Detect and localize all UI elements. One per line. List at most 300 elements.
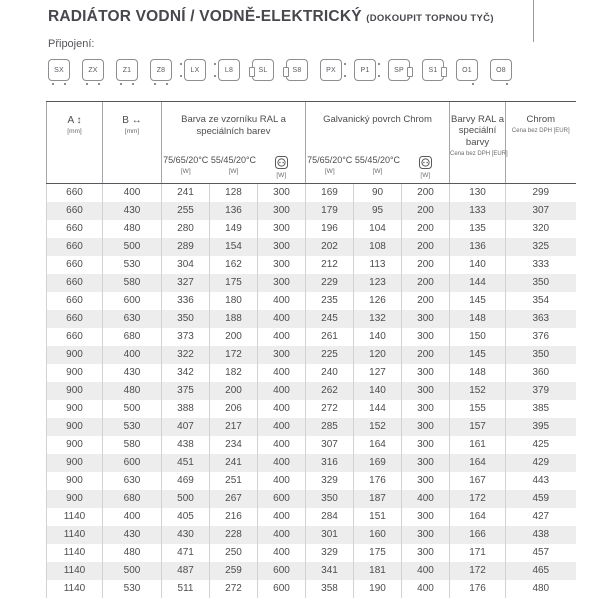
cell: 241	[162, 184, 210, 203]
cell: 300	[402, 436, 450, 454]
cell: 900	[47, 418, 103, 436]
cell: 175	[354, 544, 402, 562]
cell: 229	[306, 274, 354, 292]
cell: 429	[506, 454, 576, 472]
cell: 350	[306, 490, 354, 508]
cell: 289	[162, 238, 210, 256]
cell: 164	[450, 508, 506, 526]
cell: 400	[103, 346, 162, 364]
table-row	[47, 184, 576, 203]
cell: 358	[306, 580, 354, 598]
cell: 95	[354, 202, 402, 220]
cell: 471	[162, 544, 210, 562]
cell: 123	[354, 274, 402, 292]
connection-type-label: S8	[292, 66, 302, 74]
cell: 375	[162, 382, 210, 400]
cell: 600	[103, 454, 162, 472]
cell: 104	[354, 220, 402, 238]
cell: 300	[402, 400, 450, 418]
cell: 152	[450, 382, 506, 400]
cell: 438	[162, 436, 210, 454]
connection-type-label: S1	[428, 66, 438, 74]
page-title-main: RADIÁTOR VODNÍ / VODNĚ-ELEKTRICKÝ	[48, 8, 362, 25]
cell: 451	[162, 454, 210, 472]
cell: 200	[402, 220, 450, 238]
cell: 245	[306, 310, 354, 328]
cell: 149	[210, 220, 258, 238]
cell: 262	[306, 382, 354, 400]
cell: 400	[258, 382, 306, 400]
cell: 400	[258, 328, 306, 346]
cell: 136	[210, 202, 258, 220]
table-row	[47, 346, 576, 364]
cell: 680	[103, 490, 162, 508]
cell: 900	[47, 454, 103, 472]
cell: 172	[210, 346, 258, 364]
connection-type-s8	[286, 59, 308, 81]
cell: 660	[47, 292, 103, 310]
cell: 480	[103, 220, 162, 238]
cell: 322	[162, 346, 210, 364]
cell: 196	[306, 220, 354, 238]
connection-type-label: O1	[462, 66, 472, 74]
cell: 300	[258, 256, 306, 274]
cell: 400	[402, 580, 450, 598]
cell: 400	[258, 508, 306, 526]
page-title-suffix: (DOKOUPIT TOPNOU TYČ)	[366, 13, 494, 24]
cell: 400	[402, 562, 450, 580]
cell: 400	[258, 364, 306, 382]
group-header-chrome	[306, 102, 450, 148]
subheader-chrome-temp-low: 55/45/20°C [W]	[354, 148, 402, 184]
cell: 350	[506, 346, 576, 364]
cell: 164	[450, 454, 506, 472]
connection-type-px	[320, 59, 342, 81]
cell: 511	[162, 580, 210, 598]
cell: 240	[306, 364, 354, 382]
cell: 300	[258, 184, 306, 203]
cell: 212	[306, 256, 354, 274]
table-row	[47, 202, 576, 220]
cell: 175	[210, 274, 258, 292]
cell: 395	[506, 418, 576, 436]
cell: 200	[402, 346, 450, 364]
column-header-price-chrome	[506, 102, 576, 184]
cell: 285	[306, 418, 354, 436]
connection-type-label: P1	[360, 66, 370, 74]
connection-type-label: LX	[190, 66, 200, 74]
cell: 427	[506, 508, 576, 526]
cell: 336	[162, 292, 210, 310]
connection-type-label: O8	[496, 66, 506, 74]
cell: 300	[402, 472, 450, 490]
connection-type-l8	[218, 59, 240, 81]
cell: 500	[103, 562, 162, 580]
cell: 400	[258, 418, 306, 436]
cell: 179	[306, 202, 354, 220]
cell: 140	[354, 328, 402, 346]
electric-socket-icon	[402, 155, 450, 169]
cell: 234	[210, 436, 258, 454]
cell: 500	[162, 490, 210, 508]
cell: 255	[162, 202, 210, 220]
cell: 438	[506, 526, 576, 544]
cell: 1140	[47, 526, 103, 544]
connection-type-p1	[354, 59, 376, 81]
table-row	[47, 418, 576, 436]
cell: 148	[450, 310, 506, 328]
cell: 300	[402, 454, 450, 472]
cell: 169	[354, 454, 402, 472]
cell: 188	[210, 310, 258, 328]
cell: 630	[103, 310, 162, 328]
cell: 900	[47, 436, 103, 454]
height-label: A ↕	[67, 115, 82, 126]
table-row	[47, 220, 576, 238]
page-column-divider	[533, 0, 534, 42]
connection-type-sx	[48, 59, 70, 81]
cell: 1140	[47, 544, 103, 562]
cell: 660	[47, 274, 103, 292]
subheader-chrome-temp-high: 75/65/20°C [W]	[306, 148, 354, 184]
cell: 187	[354, 490, 402, 508]
cell: 660	[47, 220, 103, 238]
cell: 307	[306, 436, 354, 454]
table-row	[47, 490, 576, 508]
connection-type-o1	[456, 59, 478, 81]
cell: 202	[306, 238, 354, 256]
column-header-height	[47, 102, 103, 184]
cell: 307	[506, 202, 576, 220]
cell: 250	[210, 544, 258, 562]
cell: 171	[450, 544, 506, 562]
cell: 128	[210, 184, 258, 203]
cell: 300	[402, 526, 450, 544]
connection-type-lx	[184, 59, 206, 81]
cell: 660	[47, 310, 103, 328]
connection-types-row	[48, 59, 512, 81]
cell: 630	[103, 472, 162, 490]
cell: 200	[402, 292, 450, 310]
cell: 325	[506, 238, 576, 256]
connection-type-label: SP	[394, 66, 404, 74]
height-unit: [mm]	[67, 128, 82, 135]
cell: 200	[402, 184, 450, 203]
cell: 300	[402, 418, 450, 436]
cell: 140	[450, 256, 506, 274]
connection-type-label: ZX	[88, 66, 98, 74]
table-row	[47, 508, 576, 526]
cell: 272	[210, 580, 258, 598]
cell: 241	[210, 454, 258, 472]
cell: 1140	[47, 562, 103, 580]
cell: 660	[47, 328, 103, 346]
cell: 400	[103, 184, 162, 203]
cell: 144	[354, 400, 402, 418]
cell: 580	[103, 274, 162, 292]
cell: 600	[103, 292, 162, 310]
cell: 300	[402, 508, 450, 526]
cell: 304	[162, 256, 210, 274]
connection-type-label: Z1	[122, 66, 132, 74]
cell: 329	[306, 544, 354, 562]
table-row	[47, 580, 576, 598]
cell: 225	[306, 346, 354, 364]
cell: 154	[210, 238, 258, 256]
table-row	[47, 472, 576, 490]
cell: 400	[258, 436, 306, 454]
cell: 900	[47, 382, 103, 400]
cell: 300	[258, 346, 306, 364]
table-row	[47, 400, 576, 418]
cell: 145	[450, 346, 506, 364]
cell: 200	[210, 328, 258, 346]
cell: 407	[162, 418, 210, 436]
cell: 1140	[47, 580, 103, 598]
cell: 680	[103, 328, 162, 346]
cell: 300	[402, 382, 450, 400]
cell: 180	[210, 292, 258, 310]
cell: 301	[306, 526, 354, 544]
price-chrome-subtitle: Cena bez DPH [EUR]	[511, 128, 570, 135]
table-row	[47, 256, 576, 274]
cell: 90	[354, 184, 402, 203]
cell: 900	[47, 400, 103, 418]
cell: 200	[402, 256, 450, 274]
subheader-chrome-electric: [W]	[402, 148, 450, 184]
table-row	[47, 544, 576, 562]
connection-type-z8	[150, 59, 172, 81]
cell: 160	[354, 526, 402, 544]
cell: 126	[354, 292, 402, 310]
price-ral-subtitle: Cena bez DPH [EUR]	[450, 151, 508, 158]
cell: 465	[506, 562, 576, 580]
cell: 405	[162, 508, 210, 526]
cell: 300	[402, 328, 450, 346]
cell: 400	[258, 544, 306, 562]
cell: 500	[103, 238, 162, 256]
cell: 176	[450, 580, 506, 598]
cell: 133	[450, 202, 506, 220]
cell: 400	[103, 508, 162, 526]
electric-socket-icon	[258, 155, 306, 169]
cell: 600	[258, 580, 306, 598]
cell: 342	[162, 364, 210, 382]
cell: 530	[103, 580, 162, 598]
cell: 300	[258, 274, 306, 292]
cell: 430	[162, 526, 210, 544]
cell: 350	[162, 310, 210, 328]
group-ral-title: Barva ze vzorníku RAL a speciálních barev	[181, 114, 286, 138]
cell: 190	[354, 580, 402, 598]
price-ral-title: Barvy RAL a speciální barvy	[451, 114, 505, 148]
cell: 400	[258, 472, 306, 490]
width-unit: [mm]	[124, 128, 140, 135]
cell: 333	[506, 256, 576, 274]
cell: 200	[402, 238, 450, 256]
cell: 206	[210, 400, 258, 418]
cell: 144	[450, 274, 506, 292]
cell: 217	[210, 418, 258, 436]
cell: 400	[258, 292, 306, 310]
radiator-spec-table	[46, 101, 576, 598]
cell: 127	[354, 364, 402, 382]
cell: 150	[450, 328, 506, 346]
cell: 272	[306, 400, 354, 418]
cell: 130	[450, 184, 506, 203]
connection-type-label: SL	[258, 66, 268, 74]
cell: 430	[103, 364, 162, 382]
table-row	[47, 562, 576, 580]
connection-type-sl	[252, 59, 274, 81]
cell: 164	[354, 436, 402, 454]
cell: 350	[506, 274, 576, 292]
page-title	[48, 8, 494, 26]
cell: 469	[162, 472, 210, 490]
cell: 228	[210, 526, 258, 544]
cell: 363	[506, 310, 576, 328]
cell: 172	[450, 562, 506, 580]
table-row	[47, 292, 576, 310]
cell: 259	[210, 562, 258, 580]
cell: 660	[47, 238, 103, 256]
connection-type-label: L8	[224, 66, 234, 74]
cell: 280	[162, 220, 210, 238]
cell: 169	[306, 184, 354, 203]
cell: 487	[162, 562, 210, 580]
table-row	[47, 526, 576, 544]
connection-type-o8	[490, 59, 512, 81]
cell: 400	[258, 400, 306, 418]
cell: 166	[450, 526, 506, 544]
table-row	[47, 328, 576, 346]
connection-type-sp	[388, 59, 410, 81]
cell: 182	[210, 364, 258, 382]
cell: 379	[506, 382, 576, 400]
cell: 300	[258, 220, 306, 238]
cell: 140	[354, 382, 402, 400]
cell: 299	[506, 184, 576, 203]
cell: 148	[450, 364, 506, 382]
cell: 316	[306, 454, 354, 472]
cell: 900	[47, 490, 103, 508]
subheader-ral-temp-low: 55/45/20°C [W]	[210, 148, 258, 184]
subheader-ral-electric: [W]	[258, 148, 306, 184]
column-header-width	[103, 102, 162, 184]
table-row	[47, 274, 576, 292]
group-chrome-title: Galvanický povrch Chrom	[323, 114, 432, 125]
cell: 113	[354, 256, 402, 274]
cell: 900	[47, 346, 103, 364]
cell: 300	[402, 310, 450, 328]
cell: 176	[354, 472, 402, 490]
cell: 388	[162, 400, 210, 418]
connection-type-label: PX	[326, 66, 336, 74]
cell: 430	[103, 202, 162, 220]
cell: 284	[306, 508, 354, 526]
cell: 660	[47, 184, 103, 203]
table-row	[47, 436, 576, 454]
cell: 373	[162, 328, 210, 346]
table-row	[47, 454, 576, 472]
cell: 400	[258, 526, 306, 544]
cell: 459	[506, 490, 576, 508]
cell: 200	[402, 274, 450, 292]
cell: 660	[47, 256, 103, 274]
cell: 152	[354, 418, 402, 436]
cell: 161	[450, 436, 506, 454]
connection-type-label: Z8	[156, 66, 166, 74]
cell: 172	[450, 490, 506, 508]
cell: 132	[354, 310, 402, 328]
cell: 327	[162, 274, 210, 292]
cell: 457	[506, 544, 576, 562]
cell: 300	[402, 364, 450, 382]
cell: 385	[506, 400, 576, 418]
table-row	[47, 382, 576, 400]
cell: 200	[402, 202, 450, 220]
cell: 500	[103, 400, 162, 418]
cell: 600	[258, 490, 306, 508]
cell: 167	[450, 472, 506, 490]
cell: 136	[450, 238, 506, 256]
cell: 900	[47, 364, 103, 382]
cell: 155	[450, 400, 506, 418]
connection-type-z1	[116, 59, 138, 81]
connections-label: Připojení:	[48, 38, 95, 50]
cell: 360	[506, 364, 576, 382]
cell: 329	[306, 472, 354, 490]
cell: 1140	[47, 508, 103, 526]
cell: 354	[506, 292, 576, 310]
cell: 135	[450, 220, 506, 238]
cell: 300	[258, 202, 306, 220]
cell: 400	[402, 490, 450, 508]
cell: 480	[506, 580, 576, 598]
table-row	[47, 238, 576, 256]
cell: 480	[103, 544, 162, 562]
cell: 267	[210, 490, 258, 508]
cell: 443	[506, 472, 576, 490]
width-label: B ↔	[122, 115, 142, 126]
connection-type-s1	[422, 59, 444, 81]
cell: 376	[506, 328, 576, 346]
cell: 400	[258, 454, 306, 472]
subheader-ral-temp-high: 75/65/20°C [W]	[162, 148, 210, 184]
cell: 162	[210, 256, 258, 274]
cell: 235	[306, 292, 354, 310]
cell: 108	[354, 238, 402, 256]
cell: 251	[210, 472, 258, 490]
cell: 320	[506, 220, 576, 238]
cell: 151	[354, 508, 402, 526]
cell: 261	[306, 328, 354, 346]
cell: 600	[258, 562, 306, 580]
cell: 300	[402, 544, 450, 562]
table-row	[47, 310, 576, 328]
connection-type-label: SX	[54, 66, 64, 74]
cell: 300	[258, 238, 306, 256]
column-header-price-ral	[450, 102, 506, 184]
price-chrome-title: Chrom	[526, 114, 556, 125]
cell: 580	[103, 436, 162, 454]
cell: 200	[210, 382, 258, 400]
cell: 341	[306, 562, 354, 580]
cell: 430	[103, 526, 162, 544]
group-header-ral	[162, 102, 306, 148]
cell: 216	[210, 508, 258, 526]
cell: 157	[450, 418, 506, 436]
